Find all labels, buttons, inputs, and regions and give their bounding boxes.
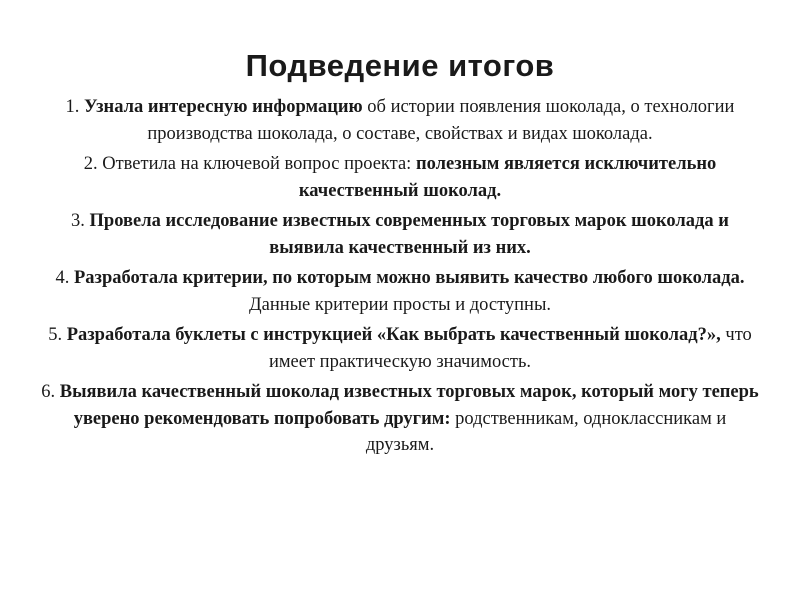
summary-item-4 xyxy=(40,265,760,318)
item-6-text: родственникам, одноклассникам и друзьям. xyxy=(365,408,727,455)
item-1-number: 1. xyxy=(65,97,85,117)
item-6-bold-text: Выявила качественный шоколад известных торговых марок, который могу теперь уверено рекомендовать попробовать другим: xyxy=(59,382,759,429)
slide-title: Подведение итогов xyxy=(245,48,555,83)
item-3-number: 3. xyxy=(71,211,90,231)
item-6-number: 6. xyxy=(41,382,60,402)
summary-item-5 xyxy=(40,322,760,375)
summary-item-1 xyxy=(40,94,760,147)
item-5-text: что имеет практическую значимость. xyxy=(268,325,752,372)
item-1-text: об истории появления шоколада, о технологии производства шоколада, о составе, свойствах и видах шоколада. xyxy=(147,97,735,144)
item-4-number: 4. xyxy=(55,268,74,288)
item-2-text: 2. Ответила на ключевой вопрос проекта: xyxy=(83,154,416,174)
summary-list xyxy=(40,94,760,459)
item-5-number: 5. xyxy=(48,325,67,345)
item-4-text: Данные критерии просты и доступны. xyxy=(248,294,552,315)
item-5-bold-text: Разработала буклеты с инструкцией «Как выбрать качественный шоколад?», xyxy=(66,325,721,345)
summary-item-6 xyxy=(40,379,760,459)
item-3-bold-text: Провела исследование известных современных торговых марок шоколада и выявила качественный из них. xyxy=(89,211,729,258)
summary-item-2 xyxy=(40,151,760,204)
summary-item-3 xyxy=(40,208,760,261)
item-2-bold-text: полезным является исключительно качественный шоколад. xyxy=(298,154,717,201)
item-4-bold-text: Разработала критерии, по которым можно выявить качество любого шоколада. xyxy=(73,268,745,288)
item-1-bold-text: Узнала интересную информацию xyxy=(84,97,363,117)
